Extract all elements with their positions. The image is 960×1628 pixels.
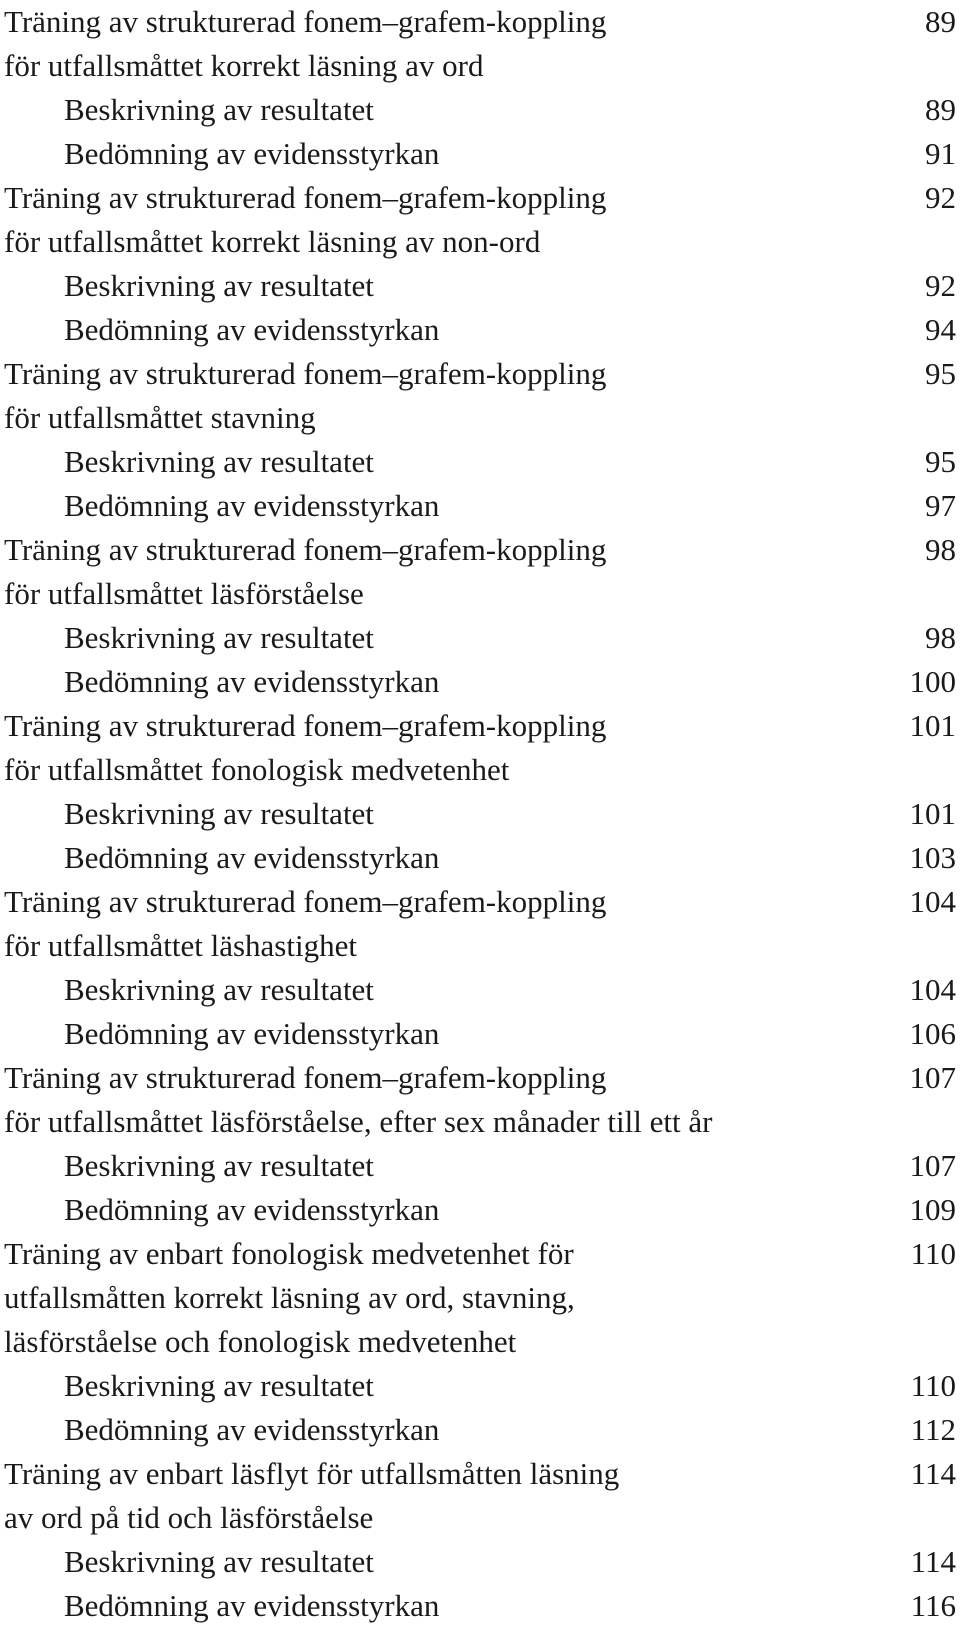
toc-entry-title: Träning av strukturerad fonem–grafem-koppling	[4, 1060, 607, 1095]
toc-subentry	[0, 616, 960, 660]
toc-page-number: 95	[925, 444, 956, 479]
toc-page-number: 94	[925, 312, 956, 347]
toc-entry-title: för utfallsmåttet läshastighet	[4, 928, 357, 963]
toc-entry-title: Bedömning av evidensstyrkan	[64, 488, 440, 523]
toc-entry-title: för utfallsmåttet läsförståelse, efter sex månader till ett år	[4, 1104, 713, 1139]
toc-page-number: 101	[909, 708, 956, 743]
toc-entry	[0, 748, 960, 792]
toc-entry	[0, 176, 960, 220]
toc-entry	[0, 1100, 960, 1144]
toc-entry-title: Träning av strukturerad fonem–grafem-koppling	[4, 884, 607, 919]
toc-entry-title: Beskrivning av resultatet	[64, 268, 374, 303]
toc-page-number: 92	[925, 180, 956, 215]
toc-subentry	[0, 1408, 960, 1452]
toc-subentry	[0, 836, 960, 880]
toc-page-number: 91	[925, 136, 956, 171]
toc-page-number: 112	[910, 1412, 956, 1447]
toc-page-number: 89	[925, 92, 956, 127]
toc-entry	[0, 220, 960, 264]
toc-subentry	[0, 264, 960, 308]
toc-entry-title: Bedömning av evidensstyrkan	[64, 1588, 440, 1623]
toc-entry-title: Träning av enbart fonologisk medvetenhet för	[4, 1236, 574, 1271]
toc-entry-title: Träning av enbart läsflyt för utfallsmåtten läsning	[4, 1456, 620, 1491]
toc-entry-title: Träning av strukturerad fonem–grafem-koppling	[4, 356, 607, 391]
toc-entry	[0, 1056, 960, 1100]
toc-page-number: 95	[925, 356, 956, 391]
toc-subentry	[0, 1364, 960, 1408]
toc-entry	[0, 704, 960, 748]
toc-entry-title: Beskrivning av resultatet	[64, 796, 374, 831]
toc-page-number: 107	[909, 1060, 956, 1095]
toc-page-number: 98	[925, 620, 956, 655]
toc-subentry	[0, 1188, 960, 1232]
toc-page-number: 100	[909, 664, 956, 699]
toc-entry	[0, 528, 960, 572]
toc-page-number: 110	[910, 1368, 956, 1403]
toc-page-number: 104	[909, 884, 956, 919]
toc-entry	[0, 352, 960, 396]
toc-page-number: 92	[925, 268, 956, 303]
toc-subentry	[0, 132, 960, 176]
toc-page-number: 114	[910, 1544, 956, 1579]
toc-entry	[0, 1320, 960, 1364]
toc-entry-title: Träning av strukturerad fonem–grafem-koppling	[4, 532, 607, 567]
toc-entry-title: Beskrivning av resultatet	[64, 1148, 374, 1183]
toc-page-number: 107	[909, 1148, 956, 1183]
toc-page-number: 106	[909, 1016, 956, 1051]
toc-entry-title: Träning av strukturerad fonem–grafem-koppling	[4, 4, 607, 39]
toc-subentry	[0, 968, 960, 1012]
toc-entry	[0, 44, 960, 88]
toc-entry	[0, 0, 960, 44]
toc-page-number: 89	[925, 4, 956, 39]
toc-entry	[0, 396, 960, 440]
toc-page-number: 98	[925, 532, 956, 567]
toc-subentry	[0, 1144, 960, 1188]
toc-subentry	[0, 792, 960, 836]
toc-entry-title: Bedömning av evidensstyrkan	[64, 312, 440, 347]
toc-entry-title: Beskrivning av resultatet	[64, 620, 374, 655]
toc-entry-title: Bedömning av evidensstyrkan	[64, 664, 440, 699]
toc-entry-title: Beskrivning av resultatet	[64, 92, 374, 127]
toc-page-number: 110	[910, 1236, 956, 1271]
toc-entry-title: Beskrivning av resultatet	[64, 972, 374, 1007]
toc-entry	[0, 572, 960, 616]
toc-page-number: 104	[909, 972, 956, 1007]
toc-subentry	[0, 1584, 960, 1628]
toc-subentry	[0, 660, 960, 704]
toc-entry	[0, 924, 960, 968]
toc-entry-title: utfallsmåtten korrekt läsning av ord, stavning,	[4, 1280, 575, 1315]
toc-page-number: 114	[910, 1456, 956, 1491]
toc-entry-title: Bedömning av evidensstyrkan	[64, 840, 440, 875]
toc-entry	[0, 1496, 960, 1540]
toc-entry-title: Bedömning av evidensstyrkan	[64, 1016, 440, 1051]
toc-entry-title: Beskrivning av resultatet	[64, 444, 374, 479]
toc-entry-title: Beskrivning av resultatet	[64, 1544, 374, 1579]
toc-entry-title: Bedömning av evidensstyrkan	[64, 1412, 440, 1447]
toc-entry-title: Träning av strukturerad fonem–grafem-koppling	[4, 180, 607, 215]
toc-subentry	[0, 440, 960, 484]
toc-entry-title: Träning av strukturerad fonem–grafem-koppling	[4, 708, 607, 743]
toc-entry	[0, 1276, 960, 1320]
toc-entry-title: för utfallsmåttet korrekt läsning av ord	[4, 48, 484, 83]
toc-subentry	[0, 1540, 960, 1584]
toc-entry	[0, 1452, 960, 1496]
toc-entry-title: för utfallsmåttet läsförståelse	[4, 576, 364, 611]
toc-subentry	[0, 484, 960, 528]
toc-entry-title: för utfallsmåttet korrekt läsning av non-ord	[4, 224, 541, 259]
toc-entry-title: Bedömning av evidensstyrkan	[64, 1192, 440, 1227]
toc-page-number: 109	[909, 1192, 956, 1227]
toc-entry-title: Bedömning av evidensstyrkan	[64, 136, 440, 171]
toc-page-number: 116	[910, 1588, 956, 1623]
toc-page-number: 101	[909, 796, 956, 831]
toc-subentry	[0, 308, 960, 352]
toc-entry-title: för utfallsmåttet fonologisk medvetenhet	[4, 752, 510, 787]
toc-page-number: 103	[909, 840, 956, 875]
toc-subentry	[0, 1012, 960, 1056]
toc-entry-title: Beskrivning av resultatet	[64, 1368, 374, 1403]
toc-entry-title: av ord på tid och läsförståelse	[4, 1500, 374, 1535]
toc-page-number: 97	[925, 488, 956, 523]
toc-entry	[0, 1232, 960, 1276]
toc-entry-title: för utfallsmåttet stavning	[4, 400, 316, 435]
toc-entry	[0, 880, 960, 924]
toc-subentry	[0, 88, 960, 132]
toc-entry-title: läsförståelse och fonologisk medvetenhet	[4, 1324, 517, 1359]
